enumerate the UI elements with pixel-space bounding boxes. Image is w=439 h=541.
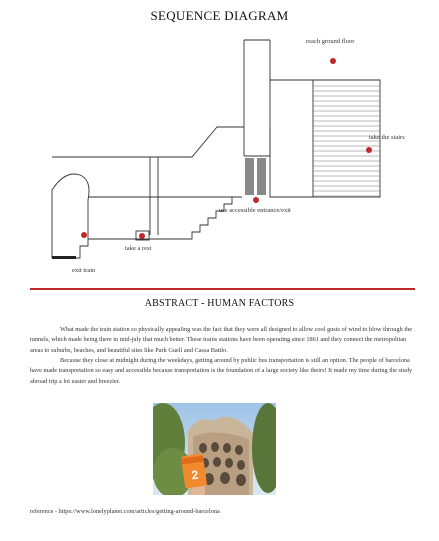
abstract-paragraph-1: What made the train station so physically appealing was the fact that they were all designed to allow cool gusts of wind to blow through the tunnels, which made being there in mid-july that much better. These trains stations have been operating since 1861 and they connect the metropolitan areas to suburbs, beaches, and beautiful sites like Park Guell and Cassa Battlo. bbox=[30, 326, 413, 354]
train-edge bbox=[52, 256, 76, 259]
label-reach-ground-floor: reach ground floor bbox=[306, 38, 355, 45]
casa-batllo-photo bbox=[153, 403, 276, 495]
label-take-the-stairs: take the stairs bbox=[369, 134, 405, 141]
marker-rest bbox=[139, 233, 145, 239]
tunnel-arch bbox=[52, 174, 89, 258]
card-text: 2 bbox=[190, 467, 200, 483]
abstract-title: ABSTRACT - HUMAN FACTORS bbox=[144, 298, 295, 309]
label-accessible-entrance: use accessible entrance/exit bbox=[219, 207, 291, 214]
roof-line bbox=[52, 127, 244, 157]
marker-ground-floor bbox=[330, 58, 336, 64]
marker-stairs bbox=[366, 147, 372, 153]
section-divider bbox=[30, 288, 415, 290]
label-take-a-rest: take a rest bbox=[125, 245, 152, 252]
marker-accessible bbox=[253, 197, 259, 203]
diagram-title: SEQUENCE DIAGRAM bbox=[150, 8, 289, 23]
marker-exit-train bbox=[81, 232, 87, 238]
inner-wall bbox=[270, 127, 313, 197]
reference-link[interactable]: reference - https://www.lonelyplanet.com/articles/getting-around-barcelona bbox=[30, 508, 220, 515]
door-right bbox=[257, 158, 266, 195]
abstract-paragraph-2: Because they close at midnight during the weekdays, getting around by public bus transportation is still an option. The people of barcelona have made transportation so easy and accessible because transportation is the foundation of a large society like theirs! It made my time during the study abroad trip a lot easier and breezier. bbox=[30, 357, 413, 385]
door-left bbox=[245, 158, 254, 195]
label-exit-train: exit train bbox=[72, 267, 96, 274]
